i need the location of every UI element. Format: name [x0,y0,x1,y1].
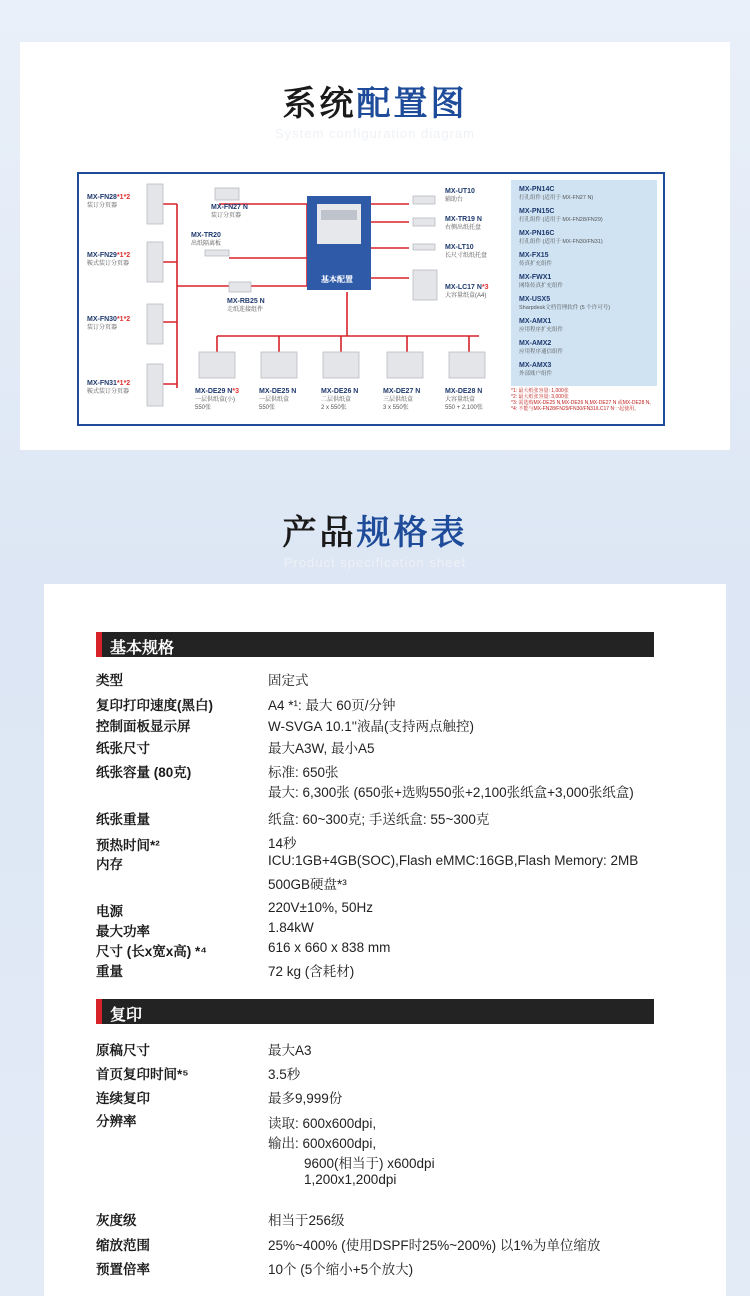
right-unit-label: MX-LT10 长尺寸纸纸托盘 [445,244,488,259]
system-diagram [77,172,665,426]
right-unit-label: MX-TR19 N 右侧出纸托盘 [445,216,482,231]
option-item: MX-FX15 传真扩充组件 [519,252,553,267]
tray-label: MX-DE28 N 大容量纸盒 550 + 2,100张 [445,388,483,411]
spec-key: 控制面板显示屏 [96,719,191,734]
spec-key: 复印打印速度(黑白) [96,698,213,713]
spec-value: 72 kg (含耗材) [268,964,355,979]
spec-value: W-SVGA 10.1''液晶(支持两点触控) [268,719,474,734]
spec-value: 9600(相当于) x600dpi [304,1156,435,1171]
diagram-notes: *1: 最大纸张容量: 1,000张 *2: 最大纸张容量: 3,000张 *3: 需选购MX-DE25 N,MX-DE26 N,MX-DE27 N 或MX-DE28 N。 *4: 不能与MX-FN28/FN29/FN30/FN31/LC17 N一起使用。 [511,388,655,412]
spec-value: 纸盒: 60~300克; 手送纸盒: 55~300克 [268,812,490,827]
option-item: MX-AMX3 外部账户组件 [519,362,553,377]
spec-value: 25%~400% (使用DSPF时25%~200%) 以1%为单位缩放 [268,1238,601,1253]
rb25-label: MX-RB25 N 走纸连接组件 [227,298,265,313]
spec-key: 类型 [96,673,123,688]
spec-key: 电源 [96,904,123,919]
spec-value: 输出: 600x600dpi, [268,1136,377,1151]
spec-key: 分辨率 [96,1114,137,1129]
spec-value: 500GB硬盘*³ [268,877,347,892]
config-subtitle: System configuration diagram [275,126,475,141]
finisher-label: MX-FN31*1*2 鞍式装订分页器 [87,380,131,395]
basic-config-label: 基本配置 [321,275,353,284]
spec-value: 1.84kW [268,920,314,935]
spec-value: A4 *¹: 最大 60页/分钟 [268,698,396,713]
finisher-label: MX-FN29*1*2 鞍式装订分页器 [87,252,131,267]
spec-value: 220V±10%, 50Hz [268,900,373,915]
spec-key: 最大功率 [96,924,150,939]
spec-value: 3.5秒 [268,1067,301,1082]
spec-value: 标准: 650张 [268,765,339,780]
spec-key: 预热时间*² [96,838,160,853]
right-unit-label: MX-LC17 N*3 大容量纸盒(A4) [445,284,489,299]
spec-title: 产品规格表 [282,514,468,552]
spec-value: 最多9,999份 [268,1091,343,1106]
option-item: MX-AMX1 应用程序扩充组件 [519,318,564,333]
spec-value: 14秒 [268,836,297,851]
tray-label: MX-DE25 N 一层供纸盒 550张 [259,388,297,411]
spec-key: 原稿尺寸 [96,1043,150,1058]
right-unit-label: MX-UT10 辅助台 [445,188,475,203]
spec-key: 重量 [96,964,123,979]
option-item: MX-PN16C 打孔组件 (适用于 MX-FN30/FN31) [519,230,603,245]
option-item: MX-PN15C 打孔组件 (适用于 MX-FN28/FN29) [519,208,603,223]
spec-value: 1,200x1,200dpi [304,1172,397,1187]
spec-key: 缩放范围 [96,1238,150,1253]
spec-value: ICU:1GB+4GB(SOC),Flash eMMC:16GB,Flash Memory: 2MB [268,853,639,868]
spec-key: 首页复印时间*⁵ [96,1067,189,1082]
config-title: 系统配置图 [282,85,468,123]
spec-value: 最大A3W, 最小A5 [268,741,375,756]
spec-value: 10个 (5个缩小+5个放大) [268,1262,414,1277]
spec-key: 纸张尺寸 [96,741,150,756]
tray-label: MX-DE26 N 二层供纸盒 2 x 550张 [321,388,359,411]
spec-key: 尺寸 (长x宽x高) *⁴ [96,944,207,959]
finisher-label: MX-FN30*1*2 装订分页器 [87,316,131,331]
spec-value: 相当于256级 [268,1213,345,1228]
tray-label: MX-DE29 N*3 一层供纸盒(小) 550张 [195,388,239,411]
spec-value: 最大: 6,300张 (650张+选购550张+2,100张纸盒+3,000张纸盒) [268,785,634,800]
finisher-label: MX-FN28*1*2 装订分页器 [87,194,131,209]
option-item: MX-USX5 Sharpdesk文档管理软件 (5 个许可号) [519,296,611,311]
spec-key: 纸张容量 (80克) [96,765,192,780]
option-item: MX-PN14C 打孔组件 (适用于 MX-FN27 N) [519,186,594,201]
spec-value: 读取: 600x600dpi, [268,1116,377,1131]
spec-value: 固定式 [268,673,309,688]
options-panel [511,180,657,386]
spec-key: 预置倍率 [96,1262,150,1277]
spec-subtitle: Product specification sheet [283,555,467,570]
tr20-label: MX-TR20 出纸隔离板 [191,232,222,247]
tray-label: MX-DE27 N 三层供纸盒 3 x 550张 [383,388,421,411]
spec-value: 616 x 660 x 838 mm [268,940,391,955]
section-header-basic: 基本规格 [96,632,654,657]
section-header-copy: 复印 [96,999,654,1024]
fn27-label: MX-FN27 N 装订分页器 [211,204,248,219]
spec-value: 最大A3 [268,1043,312,1058]
spec-key: 内存 [96,857,123,872]
spec-key: 连续复印 [96,1091,150,1106]
option-item: MX-FWX1 网络传真扩充组件 [519,274,564,289]
option-item: MX-AMX2 应用程序通信组件 [519,340,564,355]
spec-key: 灰度级 [96,1213,137,1228]
spec-key: 纸张重量 [96,812,150,827]
